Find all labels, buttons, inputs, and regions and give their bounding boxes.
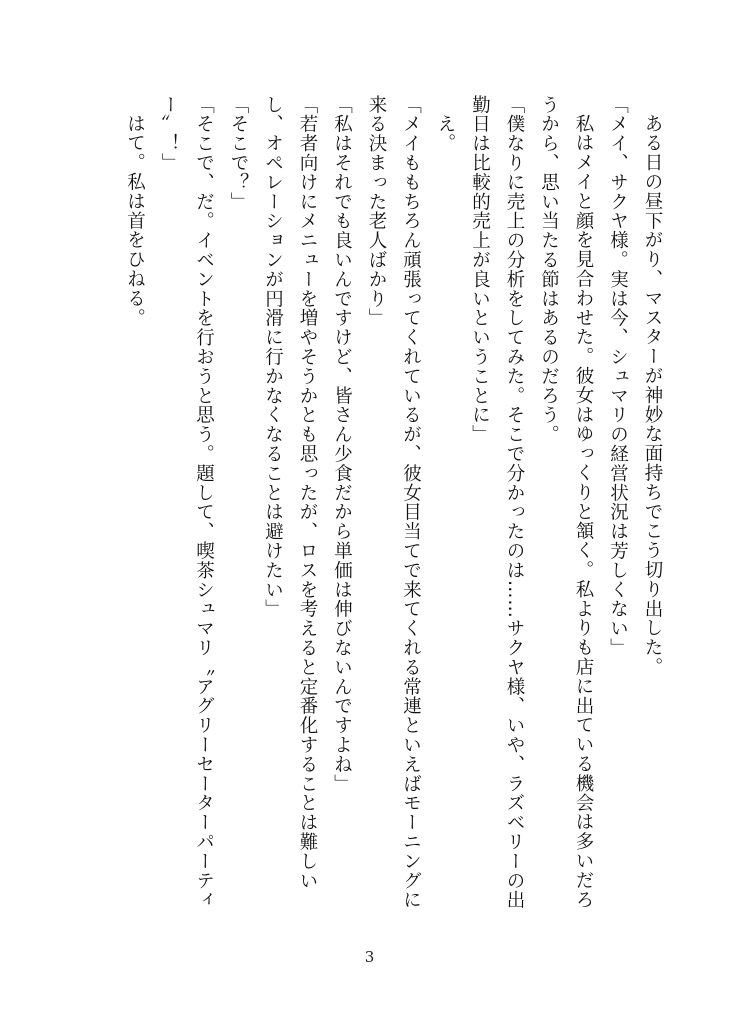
dialogue-line: 「僕なりに売上の分析をしてみた。そこで分かったのは……サクヤ様、いや、ラズベリーの出勤日は比較的売上が良いということに」 <box>469 95 525 910</box>
dialogue-line: 「私はそれでも良いんですけど、皆さん少食だから単価は伸びないんですよね」 <box>331 95 353 794</box>
dialogue-line: 「そこで、だ。イベントを行おうと思う。題して、喫茶シュマリ〝アグリーセーターパーティー〟！」 <box>159 95 215 910</box>
paragraph: 私はメイと顔を見合わせた。彼女はゆっくりと頷く。私よりも店に出ている機会は多いだろうから、思い当たる節はあるのだろう。 <box>538 95 594 909</box>
page-number: 3 <box>364 948 375 966</box>
dialogue-line: 「そこで？」 <box>228 95 249 212</box>
dialogue-line: 「メイももちろん頑張ってくれているが、彼女目当てで来てくれる常連といえばモーニングに来る決まった老人ばかり」 <box>366 95 422 910</box>
dialogue-line: 「メイ、サクヤ様。実は今、シュマリの経営状況は芳しくない」 <box>607 95 629 658</box>
dialogue-line: 「若者向けにメニューを増やそうかとも思ったが、ロスを考えると定番化することは難しいし、オペレーションが円滑に行かなくなることは避けたい」 <box>262 95 318 891</box>
paragraph: はて。私は首をひねる。 <box>124 113 146 327</box>
vertical-text-body <box>49 95 669 925</box>
paragraph: え。 <box>435 113 456 153</box>
paragraph: ある日の昼下がり、マスターが神妙な面持ちでこう切り出した。 <box>642 113 663 677</box>
